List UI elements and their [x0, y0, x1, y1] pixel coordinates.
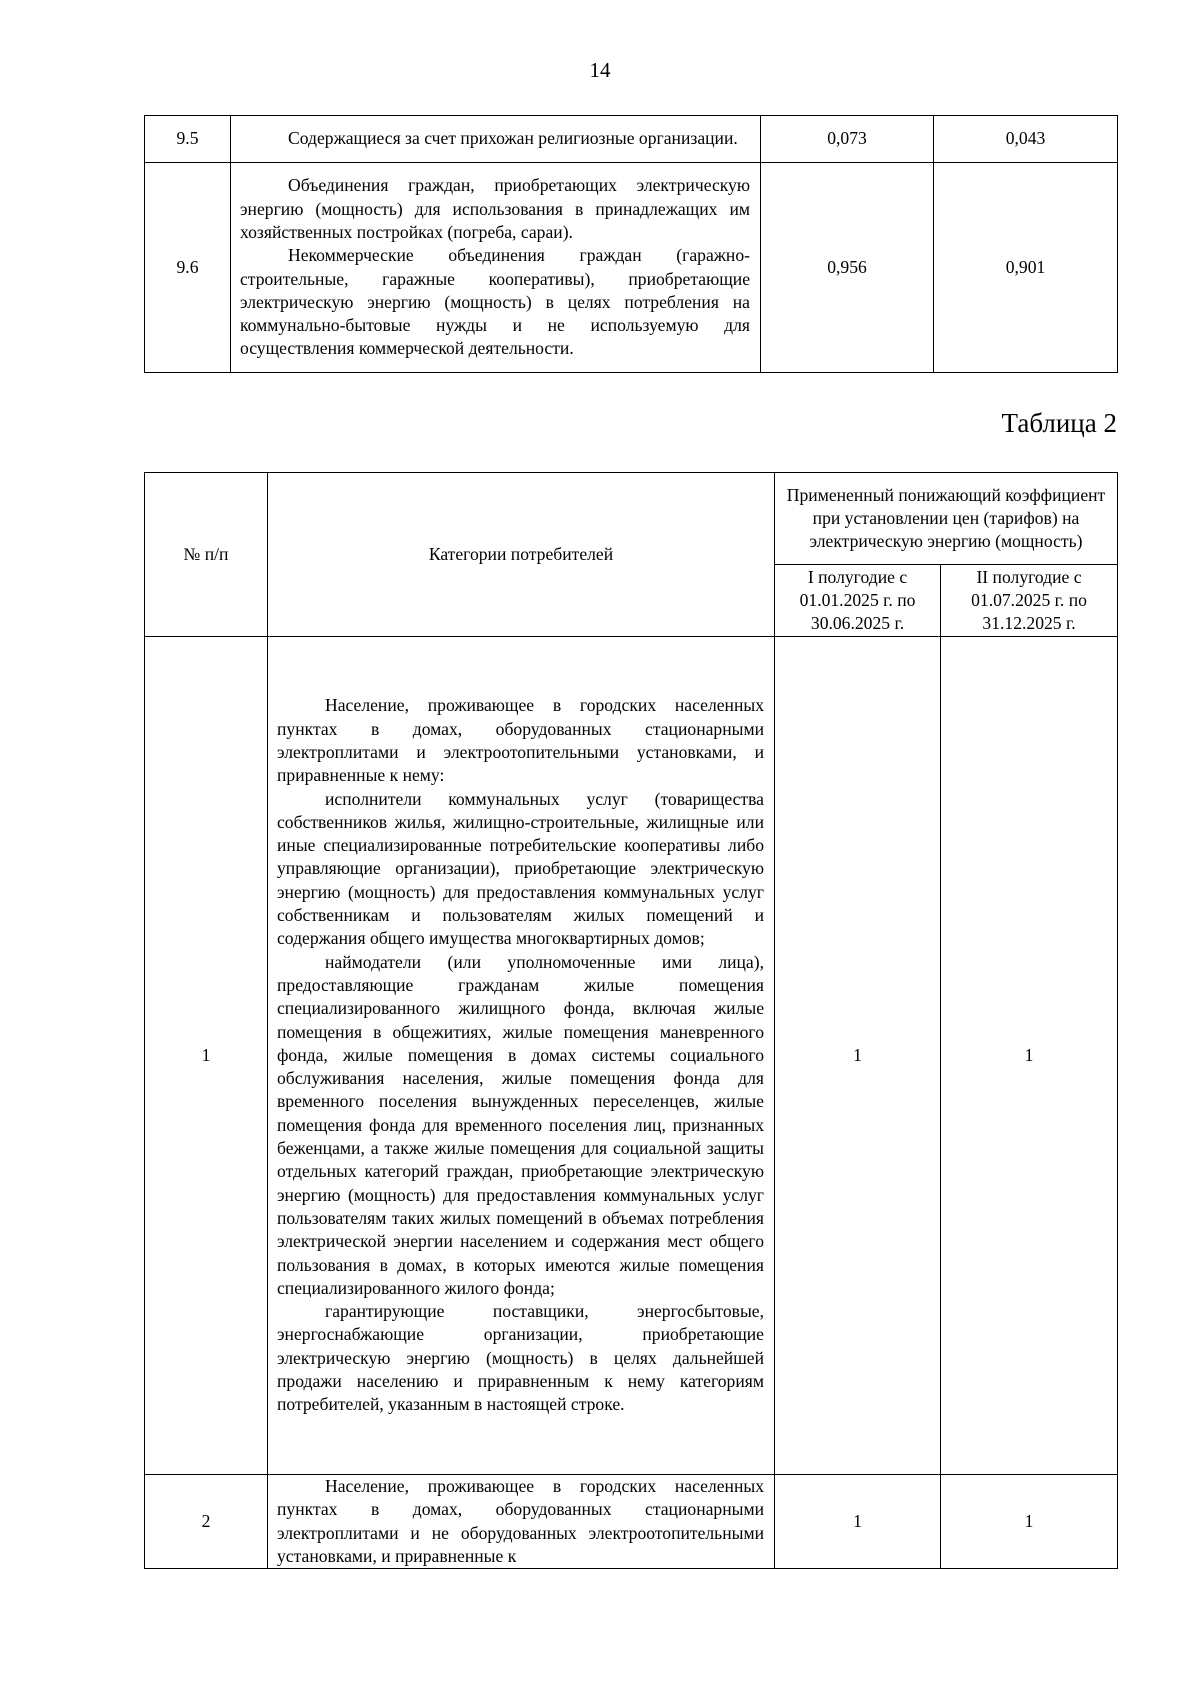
category-paragraph: Содержащиеся за счет прихожан религиозные организации.: [288, 128, 738, 149]
header-half-1: I полугодие с 01.01.2025 г. по 30.06.2025 г.: [775, 565, 941, 637]
row-number: 2: [145, 1475, 268, 1569]
category-paragraph: гарантирующие поставщики, энергосбытовые, энергоснабжающие организации, приобретающие электрическую энергию (мощность) в целях дальнейшей продажи населению и приравненным к нему категориям потребителей, указанным в настоящей строке.: [277, 1301, 764, 1415]
category-paragraph: Население, проживающее в городских населенных пунктах в домах, оборудованных стационарными электроплитами и электроотопительными установками, и приравненные к нему:: [277, 695, 764, 786]
table-1-continuation: [144, 115, 1118, 373]
category-paragraph: Население, проживающее в городских населенных пунктах в домах, оборудованных стационарными электроплитами и не оборудованных электроотопительными установками, и приравненные к: [277, 1476, 764, 1566]
coef-h1: 1: [775, 637, 941, 1475]
coef-h2: 1: [941, 637, 1118, 1475]
category-text: [268, 637, 775, 1475]
category-paragraph: Объединения граждан, приобретающих электрическую энергию (мощность) для использования в принадлежащих им хозяйственных постройках (погреба, сараи).: [240, 175, 750, 242]
table-row: [145, 637, 1118, 1475]
table-row: [145, 163, 1118, 373]
coef-h1: 1: [775, 1475, 941, 1569]
category-paragraph: наймодатели (или уполномоченные ими лица), предоставляющие гражданам жилые помещения специализированного жилищного фонда, включая жилые помещения в общежитиях, жилые помещения маневренного фонда, жилые помещения в домах системы социального обслуживания населения, жилые помещения фонда для временного поселения вынужденных переселенцев, жилые помещения фонда для временного поселения лиц, признанных беженцами, а также жилые помещения для социальной защиты отдельных категорий граждан, приобретающие электрическую энергию (мощность) для предоставления коммунальных услуг пользователям таких жилых помещений в объемах потребления электрической энергии населением и содержания мест общего пользования в домах, в которых имеются жилые помещения специализированного жилого фонда;: [277, 951, 764, 1298]
category-text: [231, 163, 761, 373]
row-number: 1: [145, 637, 268, 1475]
coef-h1: 0,956: [761, 163, 934, 373]
header-category: Категории потребителей: [268, 473, 775, 637]
coef-h2: 1: [941, 1475, 1118, 1569]
category-text: [231, 116, 761, 163]
table-title: Таблица 2: [1001, 408, 1117, 438]
header-half-2: II полугодие с 01.07.2025 г. по 31.12.2025 г.: [941, 565, 1118, 637]
table-2: [144, 472, 1118, 1569]
header-row: [145, 473, 1118, 565]
row-number: 9.5: [145, 116, 231, 163]
header-number: № п/п: [145, 473, 268, 637]
category-paragraph: Некоммерческие объединения граждан (гаражно-строительные, гаражные кооперативы), приобретающие электрическую энергию (мощность) в целях потребления на коммунально-бытовые нужды и не используемую для осуществления коммерческой деятельности.: [240, 245, 750, 359]
coef-h1: 0,073: [761, 116, 934, 163]
header-coefficient: Примененный понижающий коэффициент при установлении цен (тарифов) на электрическую энергию (мощность): [775, 473, 1118, 565]
table-row: [145, 1475, 1118, 1569]
row-number: 9.6: [145, 163, 231, 373]
coef-h2: 0,043: [934, 116, 1118, 163]
coef-h2: 0,901: [934, 163, 1118, 373]
category-paragraph: исполнители коммунальных услуг (товарищества собственников жилья, жилищно-строительные, жилищные или иные специализированные потребительские кооперативы либо управляющие организации), приобретающие электрическую энергию (мощность) для предоставления коммунальных услуг собственникам и пользователям жилых помещений и содержания общего имущества многоквартирных домов;: [277, 788, 764, 949]
category-text: [268, 1475, 775, 1569]
table-row: [145, 116, 1118, 163]
page-number: 14: [589, 58, 611, 82]
